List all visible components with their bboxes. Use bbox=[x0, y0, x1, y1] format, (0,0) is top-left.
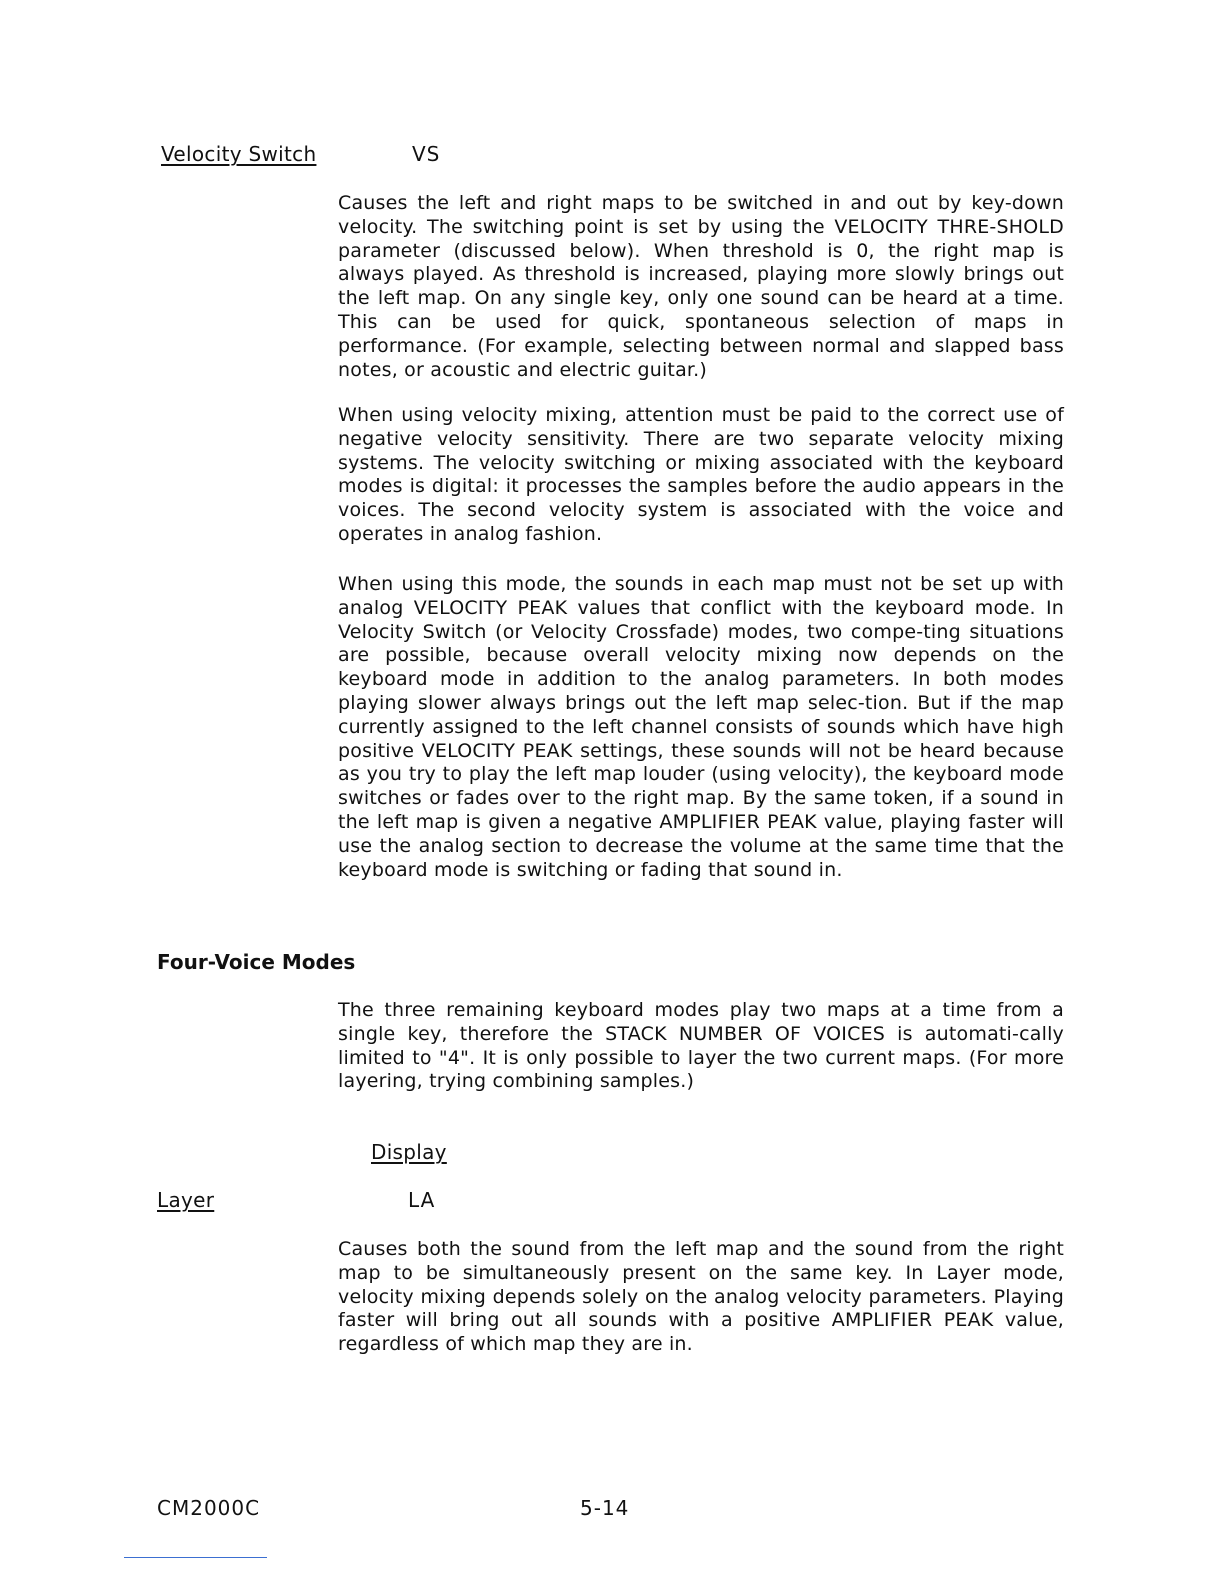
layer-paragraph: Causes both the sound from the left map and the sound from the right map to be simultaneously present on the same key. In Layer mode, velocity mixing depends solely on the analog velocity parameters. Playing faster will bring out all sounds with a positive AMPLIFIER PEAK value, regardless of which map they are in. bbox=[338, 1238, 1064, 1356]
four-voice-modes-heading: Four-Voice Modes bbox=[157, 950, 356, 974]
footer-doc-id: CM2000C bbox=[157, 1496, 261, 1520]
velocity-switch-paragraph-1: Causes the left and right maps to be switched in and out by key-down velocity. The switching point is set by using the VELOCITY THRE-SHOLD parameter (discussed below). When threshold is 0, the right map is always played. As threshold is increased, playing more slowly brings out the left map. On any single key, only one sound can be heard at a time. This can be used for quick, spontaneous selection of maps in performance. (For example, selecting between normal and slapped bass notes, or acoustic and electric guitar.) bbox=[338, 192, 1064, 381]
layer-display-code: LA bbox=[408, 1188, 436, 1212]
layer-label: Layer bbox=[157, 1188, 215, 1212]
velocity-switch-display-code: VS bbox=[412, 142, 441, 166]
page-edge-line bbox=[124, 1557, 267, 1558]
display-column-header: Display bbox=[371, 1140, 447, 1164]
velocity-switch-paragraph-3: When using this mode, the sounds in each map must not be set up with analog VELOCITY PEAK values that conflict with the keyboard mode. In Velocity Switch (or Velocity Crossfade) modes, two compe-ting situations are possible, because overall velocity mixing now depends on the keyboard mode in addition to the analog parameters. In both modes playing slower always brings out the left map selec-tion. But if the map currently assigned to the left channel consists of sounds which have high positive VELOCITY PEAK settings, these sounds will not be heard because as you try to play the left map louder (using velocity), the keyboard mode switches or fades over to the right map. By the same token, if a sound in the left map is given a negative AMPLIFIER PEAK value, playing faster will use the analog section to decrease the volume at the same time that the keyboard mode is switching or fading that sound in. bbox=[338, 573, 1064, 881]
four-voice-modes-paragraph: The three remaining keyboard modes play two maps at a time from a single key, therefore the STACK NUMBER OF VOICES is automati-cally limited to "4". It is only possible to layer the two current maps. (For more layering, trying combining samples.) bbox=[338, 999, 1064, 1093]
footer-page-number: 5-14 bbox=[580, 1496, 630, 1520]
velocity-switch-label: Velocity Switch bbox=[161, 142, 317, 166]
velocity-switch-paragraph-2: When using velocity mixing, attention must be paid to the correct use of negative velocity sensitivity. There are two separate velocity mixing systems. The velocity switching or mixing associated with the keyboard modes is digital: it processes the samples before the audio appears in the voices. The second velocity system is associated with the voice and operates in analog fashion. bbox=[338, 404, 1064, 545]
